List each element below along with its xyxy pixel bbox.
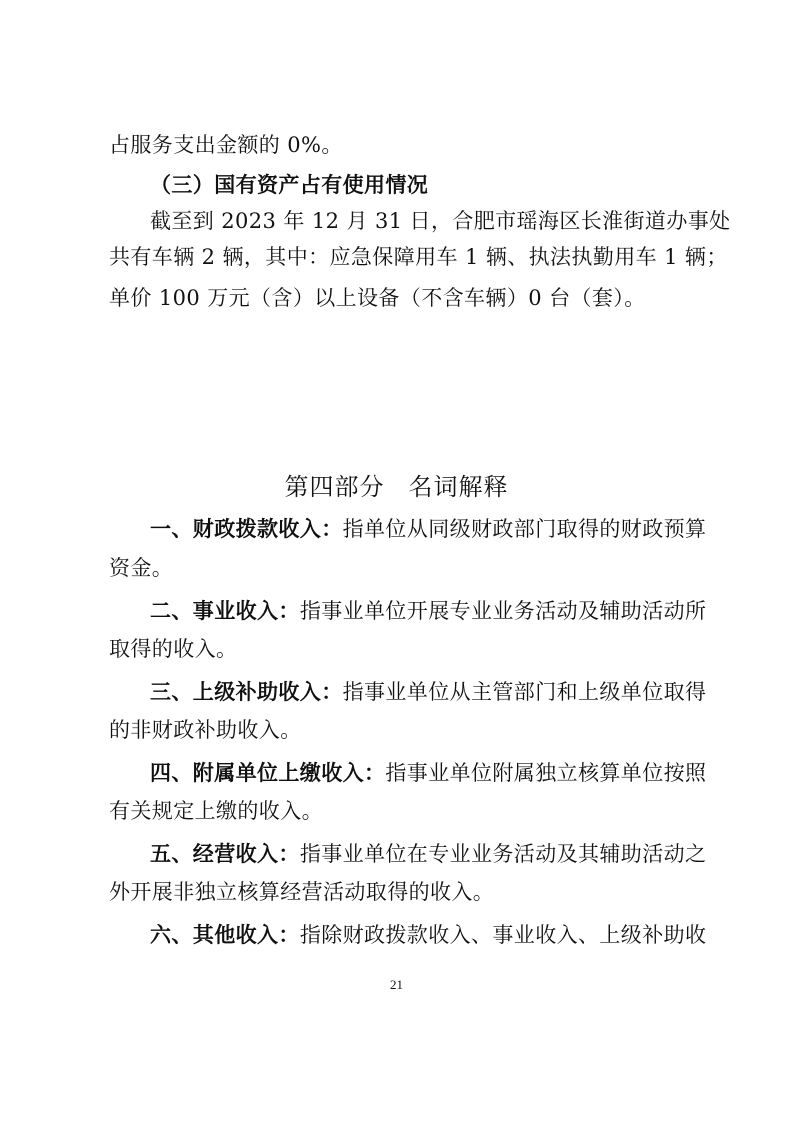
paragraph-tail-line: 占服务支出金额的 0%。 [109, 133, 343, 157]
term-definition-line-2: 有关规定上缴的收入。 [109, 799, 323, 823]
page-number: 21 [390, 977, 403, 992]
term-definition-line-2: 的非财政补助收入。 [109, 718, 302, 742]
term-text: 指除财政拨款收入、事业收入、上级补助收 [299, 923, 707, 947]
subsection-title: （三）国有资产占有使用情况 [150, 172, 429, 197]
term-definition-line-1 [150, 839, 707, 869]
term-text: 指事业单位在专业业务活动及其辅助活动之 [299, 842, 707, 866]
term-definition-line-1 [150, 596, 707, 626]
term-text: 指事业单位开展专业业务活动及辅助活动所 [299, 599, 707, 623]
term-text: 指单位从同级财政部门取得的财政预算 [342, 517, 707, 541]
term-label: 五、经营收入： [150, 841, 300, 866]
term-definition-line-1 [150, 758, 707, 788]
asset-paragraph-line-3: 单价 100 万元（含）以上设备（不含车辆）0 台（套）。 [109, 286, 646, 310]
term-label: 三、上级补助收入： [150, 679, 343, 704]
term-definition-line-2: 取得的收入。 [109, 637, 238, 661]
term-definition-line-2: 资金。 [109, 556, 174, 580]
term-label: 一、财政拨款收入： [150, 516, 343, 541]
term-text: 指事业单位附属独立核算单位按照 [385, 761, 707, 785]
part4-heading-part: 第四部分 [284, 473, 385, 501]
term-definition-line-1 [150, 920, 707, 950]
part4-heading-title: 名词解释 [408, 473, 509, 501]
part4-heading [0, 471, 793, 503]
term-definition-line-1 [150, 514, 707, 544]
asset-paragraph-line-1: 截至到 2023 年 12 月 31 日，合肥市瑶海区长淮街道办事处 [150, 209, 731, 233]
term-label: 四、附属单位上缴收入： [150, 760, 386, 785]
asset-paragraph-line-2: 共有车辆 2 辆，其中：应急保障用车 1 辆、执法执勤用车 1 辆； [109, 245, 728, 269]
term-definition-line-2: 外开展非独立核算经营活动取得的收入。 [109, 880, 495, 904]
term-definition-line-1 [150, 677, 707, 707]
term-label: 二、事业收入： [150, 598, 300, 623]
term-label: 六、其他收入： [150, 922, 300, 947]
term-text: 指事业单位从主管部门和上级单位取得 [342, 680, 707, 704]
